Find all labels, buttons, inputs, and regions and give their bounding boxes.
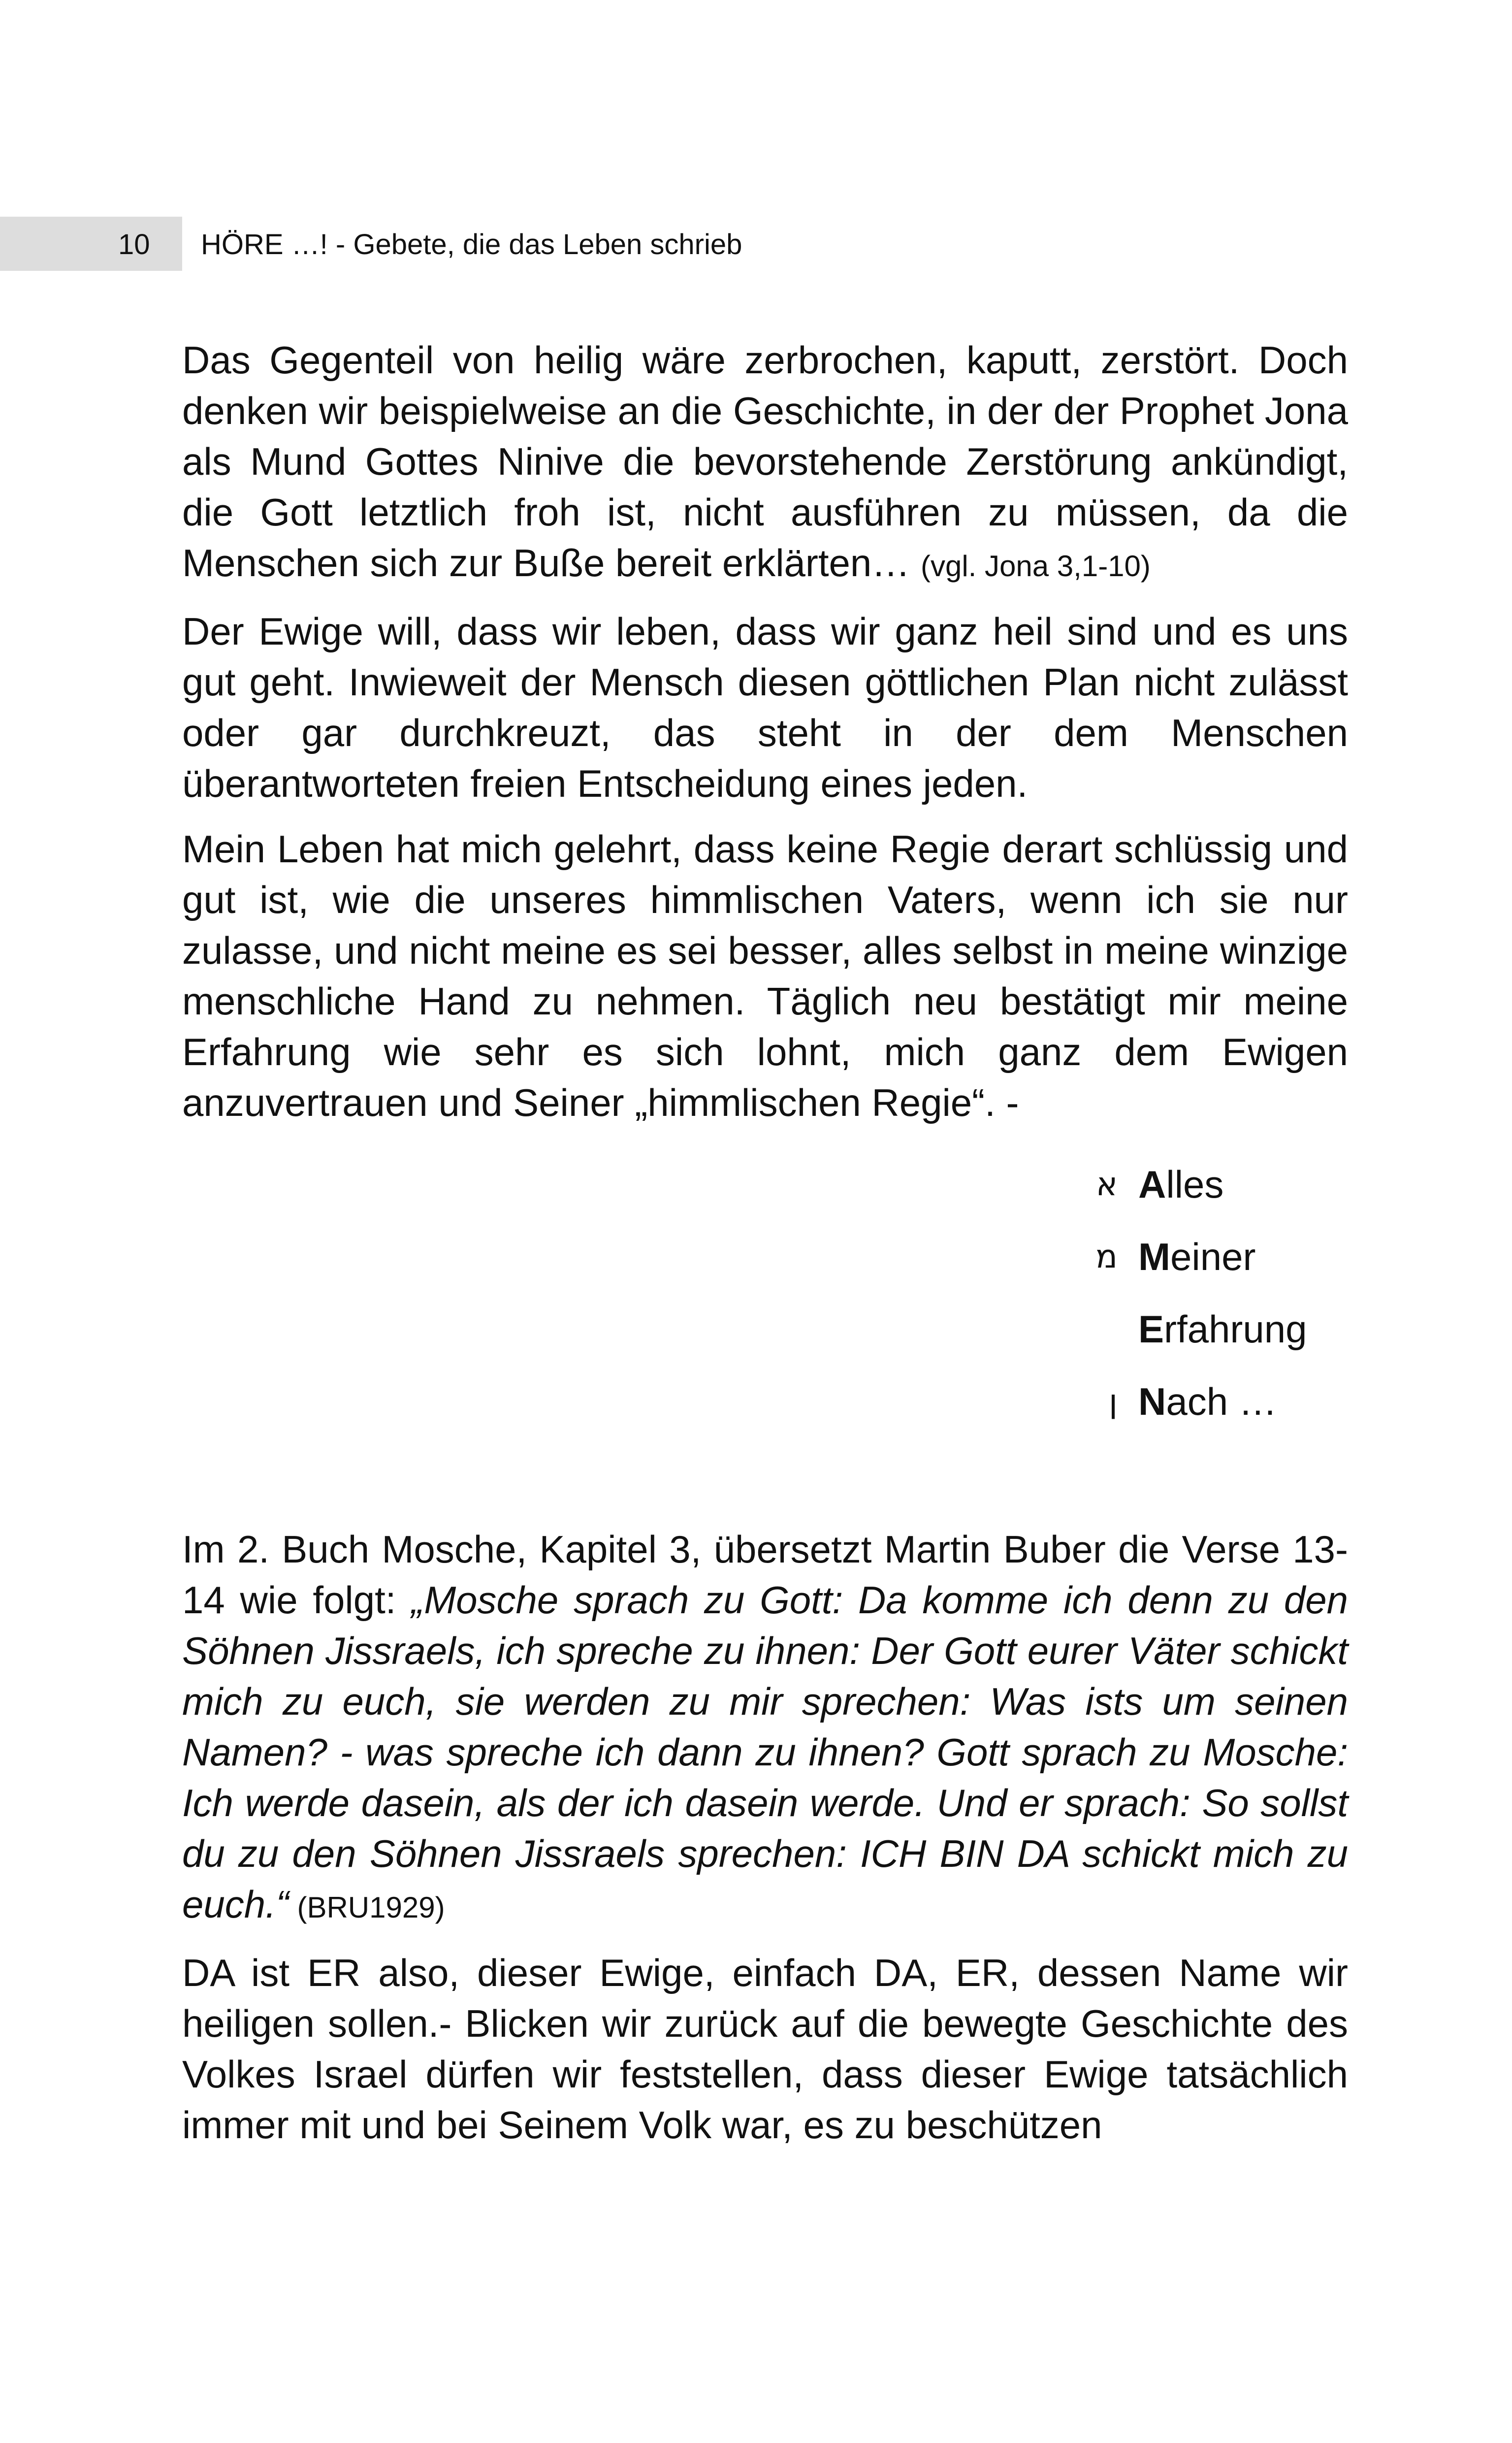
page-number: 10 — [118, 228, 150, 261]
paragraph-text: Das Gegenteil von heilig wäre zerbrochen, kaputt, zerstört. Doch denken wir beispielweise an die Geschichte, in der der Prophet Jona als Mund Gottes Ninive die bevorstehende Zerstörung ankündigt, die Gott letztlich froh ist, nicht ausführen zu müssen, da die Menschen sich zur Buße bereit erklärten… — [182, 338, 1348, 585]
running-title: HÖRE …! - Gebete, die das Leben schrieb — [201, 228, 742, 261]
acrostic-initial: M — [1138, 1235, 1170, 1278]
paragraph: DA ist ER also, dieser Ewige, einfach DA, ER, dessen Name wir heiligen sollen.- Blicken wir zurück auf die bewegte Geschichte des Volkes Israel dürfen wir feststellen, dass dieser Ewige tatsächlich immer mit und bei Seinem Volk war, es zu beschützen — [182, 1951, 1348, 2147]
bible-reference: (vgl. Jona 3,1-10) — [920, 550, 1151, 583]
acrostic-rest: einer — [1170, 1235, 1256, 1278]
acrostic-initial: A — [1138, 1163, 1166, 1206]
buber-quote: „Mosche sprach zu Gott: Da komme ich denn zu den Söhnen Jissraels, ich spreche zu ihnen: Der Gott eurer Väter schickt mich zu euch, sie werden zu mir sprechen: Was ists um seinen Namen? - was spreche ich dann zu ihnen? Gott sprach zu Mosche: Ich werde dasein, als der ich dasein werde. Und er sprach: So sollst du zu den Söhnen Jissraels sprechen: ICH BIN DA schickt mich zu euch.“ — [182, 1578, 1348, 1926]
acrostic-row — [1073, 1304, 1369, 1377]
acrostic-initial: E — [1138, 1307, 1164, 1351]
hebrew-letter: א — [1095, 1165, 1118, 1203]
acrostic-rest: rfahrung — [1164, 1307, 1307, 1351]
paragraph: Der Ewige will, dass wir leben, dass wir ganz heil sind und es uns gut geht. Inwieweit der Mensch diesen göttlichen Plan nicht zulässt oder gar durchkreuzt, das steht in der dem Menschen überantworteten freien Entscheidung eines jeden. — [182, 610, 1348, 805]
acrostic-row — [1073, 1232, 1369, 1304]
acrostic-word — [1138, 1160, 1223, 1209]
paragraph-intro: Im 2. Buch Mosche, Kapitel 3, übersetzt Martin Buber die Verse 13-14 wie folgt: — [182, 1528, 1348, 1622]
text-block-lower — [182, 1524, 1348, 2150]
acrostic-word — [1138, 1232, 1255, 1281]
acrostic-initial: N — [1138, 1380, 1166, 1423]
paragraph — [182, 1524, 1348, 1933]
acrostic-word — [1138, 1304, 1307, 1354]
acrostic-row — [1073, 1160, 1369, 1232]
header-band — [0, 217, 182, 271]
hebrew-letter: ן — [1109, 1382, 1118, 1420]
paragraph: Mein Leben hat mich gelehrt, dass keine Regie derart schlüssig und gut ist, wie die unseres himmlischen Vaters, wenn ich sie nur zulasse, und nicht meine es sei besser, alles selbst in meine winzige menschliche Hand zu nehmen. Täglich neu bestätigt mir meine Erfahrung wie sehr es sich lohnt, mich ganz dem Ewigen anzuvertrauen und Seiner „himmlischen Regie“. - — [182, 827, 1348, 1124]
acrostic — [1073, 1160, 1369, 1449]
source-reference: (BRU1929) — [289, 1891, 445, 1924]
acrostic-word — [1138, 1377, 1277, 1426]
text-block-upper — [182, 335, 1348, 1128]
acrostic-row — [1073, 1377, 1369, 1449]
paragraph — [182, 335, 1348, 591]
acrostic-rest: lles — [1166, 1163, 1224, 1206]
acrostic-rest: ach … — [1166, 1380, 1277, 1423]
hebrew-letter: מ — [1095, 1238, 1118, 1275]
